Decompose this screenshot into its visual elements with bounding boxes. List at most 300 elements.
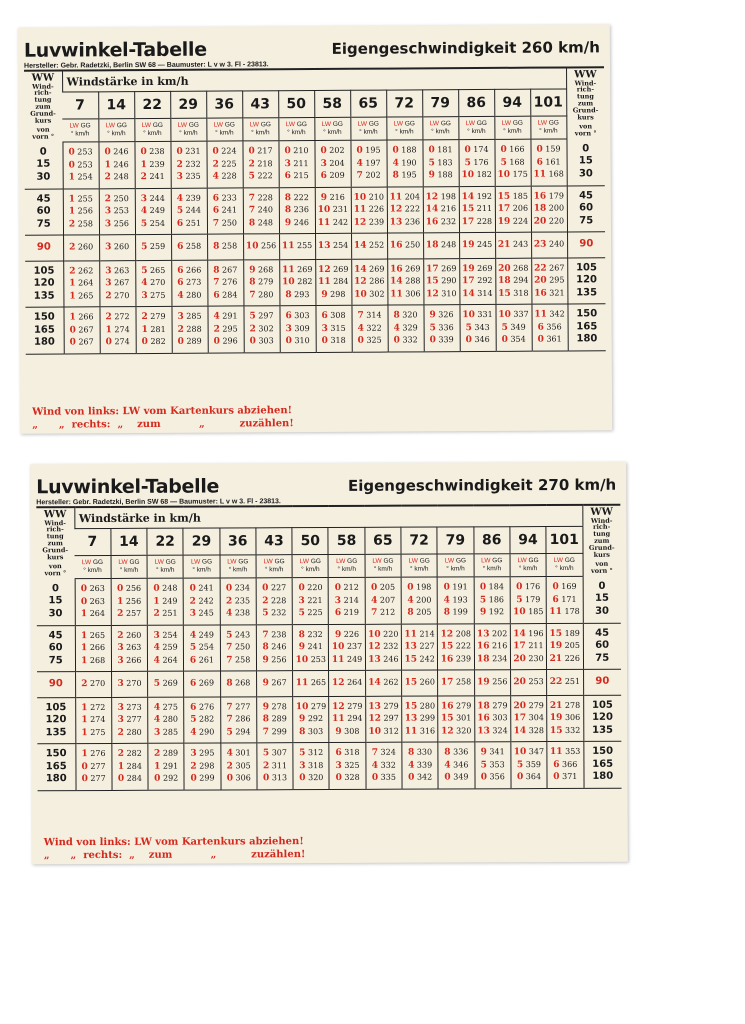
data-row (387, 157, 422, 170)
data-row (439, 759, 474, 772)
data-row (63, 171, 98, 184)
wind-direction-value: 120 (592, 711, 613, 723)
data-cell (474, 695, 510, 742)
gg-value: 278 (271, 701, 287, 711)
von-vorn-label: von vorn ° (574, 122, 597, 138)
data-row (351, 170, 386, 183)
gg-value: 349 (510, 322, 526, 332)
gg-value: 256 (260, 241, 277, 251)
data-row (63, 159, 98, 172)
data-row (474, 594, 509, 607)
gg-value: 279 (492, 700, 508, 710)
lw-label: LW (213, 121, 224, 129)
lw-value: 6 (284, 171, 291, 182)
data-row (294, 772, 329, 785)
gg-value: 308 (344, 726, 360, 736)
lw-value: 5 (176, 205, 184, 216)
lw-value: 5 (226, 629, 233, 640)
gg-value: 295 (199, 748, 215, 758)
lw-value: 14 (425, 204, 439, 215)
lw-value: 13 (389, 216, 403, 228)
gg-value: 232 (440, 216, 457, 226)
data-row (99, 218, 134, 231)
data-row (111, 595, 146, 608)
lw-value: 13 (476, 628, 490, 639)
wind-direction-right (567, 232, 605, 258)
column-subheader (206, 118, 242, 141)
ww-label: WW (590, 506, 613, 518)
data-row (148, 608, 183, 621)
lw-value: 7 (249, 289, 256, 300)
gg-value: 220 (548, 215, 565, 226)
data-row (460, 262, 495, 275)
lw-value: 6 (212, 205, 220, 216)
gg-value: 205 (564, 640, 580, 650)
gg-value: 297 (258, 311, 274, 321)
gg-value: 226 (564, 653, 580, 663)
wind-direction-value: 165 (45, 760, 67, 772)
column-subheader (458, 116, 494, 139)
lw-value: 6 (334, 607, 342, 618)
data-row (531, 156, 566, 169)
lw-value: 1 (69, 312, 76, 323)
lw-value: 22 (534, 263, 547, 274)
wind-speed-header: 14 (111, 528, 147, 555)
lw-value: 3 (189, 608, 197, 619)
ww-header-left (24, 71, 62, 143)
data-row (531, 215, 566, 228)
data-row (136, 336, 171, 349)
lw-value: 7 (248, 192, 256, 203)
data-row (438, 628, 473, 641)
data-row (366, 700, 401, 713)
gg-value: 282 (126, 748, 142, 758)
gg-value: 275 (90, 727, 106, 737)
footer-line-2: „ „ rechts: „ zum „ zuzählen! (43, 849, 306, 862)
lw-value: 19 (549, 712, 563, 724)
data-row (402, 700, 437, 713)
gg-value: 216 (329, 192, 345, 202)
data-cell (147, 578, 183, 625)
data-row (315, 145, 350, 158)
lw-value: 8 (213, 265, 220, 276)
gg-value: 272 (114, 312, 130, 322)
gg-value: 260 (113, 242, 130, 252)
lw-value: 19 (477, 677, 490, 688)
data-row (135, 192, 170, 205)
gg-label: GG (152, 122, 163, 130)
data-row (511, 640, 546, 653)
data-row (388, 309, 423, 322)
gg-value: 227 (270, 583, 287, 593)
gg-value: 305 (235, 760, 251, 770)
column-subheader (75, 555, 111, 578)
lw-value: 10 (513, 747, 527, 758)
data-cell (387, 233, 423, 259)
data-row (280, 310, 315, 323)
lw-value: 0 (105, 337, 112, 348)
column-subheader (147, 555, 183, 578)
data-row (64, 265, 99, 278)
footer-line-1: Wind von links: LW vom Kartenkurs abziehen! (43, 836, 304, 849)
lw-value: 1 (105, 324, 112, 335)
lw-value: 6 (176, 218, 184, 229)
lw-label: LW (444, 557, 455, 565)
wind-speed-header: 43 (256, 528, 292, 555)
lw-value: 1 (69, 290, 76, 302)
lw-value: 12 (318, 264, 331, 275)
lw-value: 6 (335, 747, 342, 758)
data-row (423, 203, 458, 216)
data-row (532, 333, 567, 346)
wind-direction-right (583, 669, 621, 695)
gg-value: 342 (416, 772, 433, 782)
gg-value: 256 (125, 583, 142, 593)
data-row (149, 773, 184, 786)
lw-value: 7 (212, 218, 220, 229)
data-row (208, 323, 243, 336)
data-row (112, 678, 147, 691)
lw-value: 10 (331, 641, 345, 652)
gg-value: 254 (149, 218, 166, 228)
data-row (475, 712, 510, 725)
gg-value: 262 (383, 677, 399, 687)
wind-direction-value: 90 (36, 241, 51, 253)
data-row (366, 747, 401, 760)
gg-value: 245 (198, 608, 214, 618)
lw-value: 9 (335, 726, 342, 737)
data-row (330, 747, 365, 760)
data-row (100, 277, 135, 290)
lw-value: 2 (68, 218, 76, 230)
gg-value: 206 (512, 203, 529, 213)
data-row (207, 204, 242, 217)
gg-value: 325 (344, 760, 360, 770)
lw-value: 15 (440, 641, 454, 652)
gg-label: GG (440, 120, 451, 128)
data-row (76, 773, 111, 786)
wind-direction-value: 15 (36, 158, 51, 170)
wind-direction-value: 105 (33, 265, 55, 277)
gg-value: 261 (198, 655, 215, 665)
gg-value: 195 (401, 170, 417, 180)
data-cell (423, 186, 459, 233)
lw-value: 12 (332, 701, 345, 712)
wind-direction-value: 150 (45, 748, 67, 760)
data-row (135, 217, 170, 230)
data-row (257, 677, 292, 690)
column-subheader (350, 117, 386, 140)
gg-value: 222 (257, 171, 273, 181)
lw-value: 3 (104, 218, 112, 229)
lw-value: 5 (516, 594, 523, 605)
data-cell (171, 260, 207, 307)
gg-label: GG (310, 558, 322, 566)
gg-value: 246 (271, 642, 287, 652)
lw-value: 7 (226, 654, 233, 665)
gg-value: 225 (221, 158, 237, 169)
wind-direction-value: 60 (595, 639, 610, 651)
von-vorn-label: von vorn ° (590, 560, 613, 576)
lw-value: 20 (533, 216, 547, 227)
lw-value: 8 (262, 714, 270, 725)
lw-value: 13 (368, 654, 381, 665)
lw-value: 14 (513, 725, 527, 736)
gg-value: 349 (453, 772, 469, 782)
wind-speed-header: 50 (292, 528, 328, 555)
lw-value: 1 (68, 172, 75, 183)
lw-value: 10 (295, 654, 309, 665)
data-row (148, 678, 183, 691)
lw-value: 12 (368, 713, 382, 724)
data-row (172, 323, 207, 336)
gg-value: 279 (456, 700, 472, 710)
lw-value: 15 (404, 701, 418, 712)
gg-value: 241 (307, 642, 323, 652)
lw-value: 0 (407, 582, 414, 593)
lw-value: 0 (80, 596, 88, 607)
gg-value: 174 (473, 144, 489, 155)
column-subheader (494, 116, 530, 139)
data-row (184, 595, 219, 608)
lw-value: 0 (516, 772, 524, 783)
column-subheader (546, 553, 582, 576)
wind-direction-value: 75 (36, 218, 51, 230)
lw-value: 3 (104, 206, 112, 217)
gg-value: 260 (419, 677, 435, 687)
data-row (402, 747, 437, 760)
gg-value: 205 (416, 607, 432, 617)
data-row (207, 158, 242, 171)
data-row (388, 322, 423, 335)
gg-label: GG (368, 120, 379, 128)
lw-value: 15 (440, 713, 454, 724)
lw-value: 0 (479, 582, 487, 593)
lw-label: LW (263, 558, 273, 566)
data-row (75, 642, 110, 655)
gg-value: 190 (401, 157, 417, 167)
gg-value: 299 (419, 713, 436, 723)
wind-speed-header: 101 (530, 89, 566, 116)
gg-value: 263 (113, 265, 130, 275)
gg-value: 280 (419, 701, 436, 711)
gg-value: 308 (330, 310, 346, 320)
gg-value: 339 (416, 760, 433, 770)
data-row (439, 746, 474, 759)
lw-value: 17 (440, 677, 454, 688)
data-row (244, 264, 279, 277)
data-row (547, 640, 582, 653)
data-row (496, 334, 531, 347)
lw-value: 5 (479, 594, 487, 605)
card-270 (30, 462, 628, 865)
data-row (171, 192, 206, 205)
column-subheader (98, 119, 134, 142)
lw-value: 11 (332, 713, 345, 724)
lw-value: 2 (176, 159, 183, 170)
data-row (424, 275, 459, 288)
wind-speed-header: 72 (401, 527, 437, 554)
airspeed-label: Eigengeschwindigkeit 260 km/h (331, 38, 600, 58)
data-row (495, 169, 530, 182)
gg-value: 256 (271, 654, 287, 664)
column-subheader (437, 554, 473, 577)
gg-value: 246 (293, 217, 310, 227)
gg-value: 260 (126, 630, 142, 640)
data-row (424, 334, 459, 347)
unit-label: ° km/h (107, 130, 126, 138)
gg-value: 316 (419, 726, 436, 736)
gg-value: 286 (369, 276, 385, 286)
lw-value: 2 (212, 159, 219, 170)
lw-value: 3 (320, 158, 327, 169)
gg-value: 212 (379, 607, 396, 617)
lw-value: 7 (262, 629, 269, 640)
data-row (112, 773, 147, 786)
gg-value: 267 (78, 337, 94, 347)
data-row (329, 594, 364, 607)
footer-instructions (32, 404, 294, 432)
wind-direction-label: Wind- rich- tung zum Grund- kurs (42, 518, 69, 561)
data-row (439, 725, 474, 738)
wind-direction-value: 165 (592, 758, 614, 770)
lw-value: 3 (334, 595, 342, 606)
data-row (424, 288, 459, 301)
data-row (257, 595, 292, 608)
lw-value: 19 (549, 640, 563, 652)
wind-direction-value: 30 (36, 171, 51, 183)
wind-direction-value: 105 (576, 261, 597, 273)
wind-direction-value: 30 (595, 605, 610, 617)
data-cell (387, 305, 423, 352)
data-cell (135, 306, 171, 353)
data-row (257, 772, 292, 785)
data-row (64, 277, 99, 290)
gg-value: 292 (307, 714, 324, 724)
gg-value: 250 (404, 240, 421, 250)
wind-direction-value: 45 (579, 189, 594, 201)
wind-speed-header: 43 (242, 91, 278, 118)
lw-value: 3 (117, 642, 124, 653)
gg-value: 314 (366, 310, 382, 320)
data-row (511, 594, 546, 607)
gg-value: 254 (198, 642, 214, 652)
lw-value: 5 (249, 311, 256, 322)
data-row (438, 581, 473, 594)
data-row (474, 581, 509, 594)
data-row (439, 712, 474, 725)
lw-value: 0 (153, 583, 160, 594)
data-row (257, 726, 292, 739)
data-cell (206, 141, 242, 188)
gg-value: 279 (258, 277, 274, 287)
gg-value: 260 (77, 242, 94, 252)
wind-direction-left (25, 189, 63, 236)
data-cell (495, 232, 531, 258)
gg-value: 232 (307, 629, 323, 639)
data-row (352, 335, 387, 348)
data-cell (365, 577, 401, 624)
gg-value: 226 (343, 629, 360, 639)
data-row (184, 677, 219, 690)
gg-value: 207 (379, 595, 396, 605)
wind-speed-header: 79 (437, 527, 473, 554)
lw-value: 16 (533, 191, 547, 202)
unit-label: ° km/h (228, 566, 248, 574)
gg-value: 265 (310, 678, 327, 688)
wind-direction-value: 15 (578, 155, 593, 167)
lw-value: 1 (117, 596, 124, 607)
gg-value: 221 (307, 595, 323, 605)
data-row (257, 760, 292, 773)
data-row (423, 169, 458, 182)
data-cell (438, 623, 474, 670)
data-row (207, 192, 242, 205)
data-cell (329, 577, 365, 624)
wind-direction-value: 90 (595, 675, 610, 687)
data-cell (220, 624, 256, 671)
gg-value: 307 (271, 748, 288, 758)
lw-value: 11 (389, 191, 403, 203)
data-cell (63, 307, 99, 354)
gg-label: GG (165, 558, 176, 566)
data-row (148, 629, 183, 642)
lw-value: 9 (334, 629, 342, 640)
data-row (475, 759, 510, 772)
lw-value: 11 (281, 241, 295, 252)
data-row (511, 700, 546, 713)
gg-value: 243 (512, 239, 529, 249)
data-row (329, 607, 364, 620)
lw-value: 4 (408, 760, 415, 771)
lw-value: 2 (81, 679, 88, 690)
gg-value: 279 (528, 700, 544, 710)
data-row (316, 335, 351, 348)
lw-value: 5 (299, 748, 306, 759)
unit-label: ° km/h (503, 127, 522, 135)
lw-label: LW (285, 121, 296, 129)
data-cell (207, 306, 243, 353)
lw-value: 2 (104, 193, 112, 204)
data-row (293, 726, 328, 739)
data-row (148, 748, 183, 761)
gg-value: 263 (89, 596, 105, 606)
data-cell (279, 305, 315, 352)
data-row (547, 606, 582, 619)
lw-value: 10 (462, 310, 475, 321)
data-row (243, 204, 278, 217)
data-row (547, 712, 582, 725)
data-row (135, 205, 170, 218)
gg-value: 257 (125, 608, 142, 618)
wind-direction-value: 135 (576, 286, 598, 298)
data-row (351, 191, 386, 204)
data-row (293, 701, 328, 714)
gg-value: 199 (452, 607, 468, 617)
data-row (75, 595, 110, 608)
data-row (293, 607, 328, 620)
gg-value: 259 (162, 642, 178, 652)
gg-value: 267 (114, 278, 130, 288)
lw-value: 20 (513, 700, 527, 711)
lw-value: 5 (190, 714, 197, 725)
data-cell (293, 696, 329, 743)
lw-value: 12 (353, 217, 367, 228)
data-cell (402, 742, 438, 789)
gg-value: 354 (510, 334, 526, 344)
column-subheader (314, 117, 350, 140)
lw-value: 11 (404, 726, 418, 737)
